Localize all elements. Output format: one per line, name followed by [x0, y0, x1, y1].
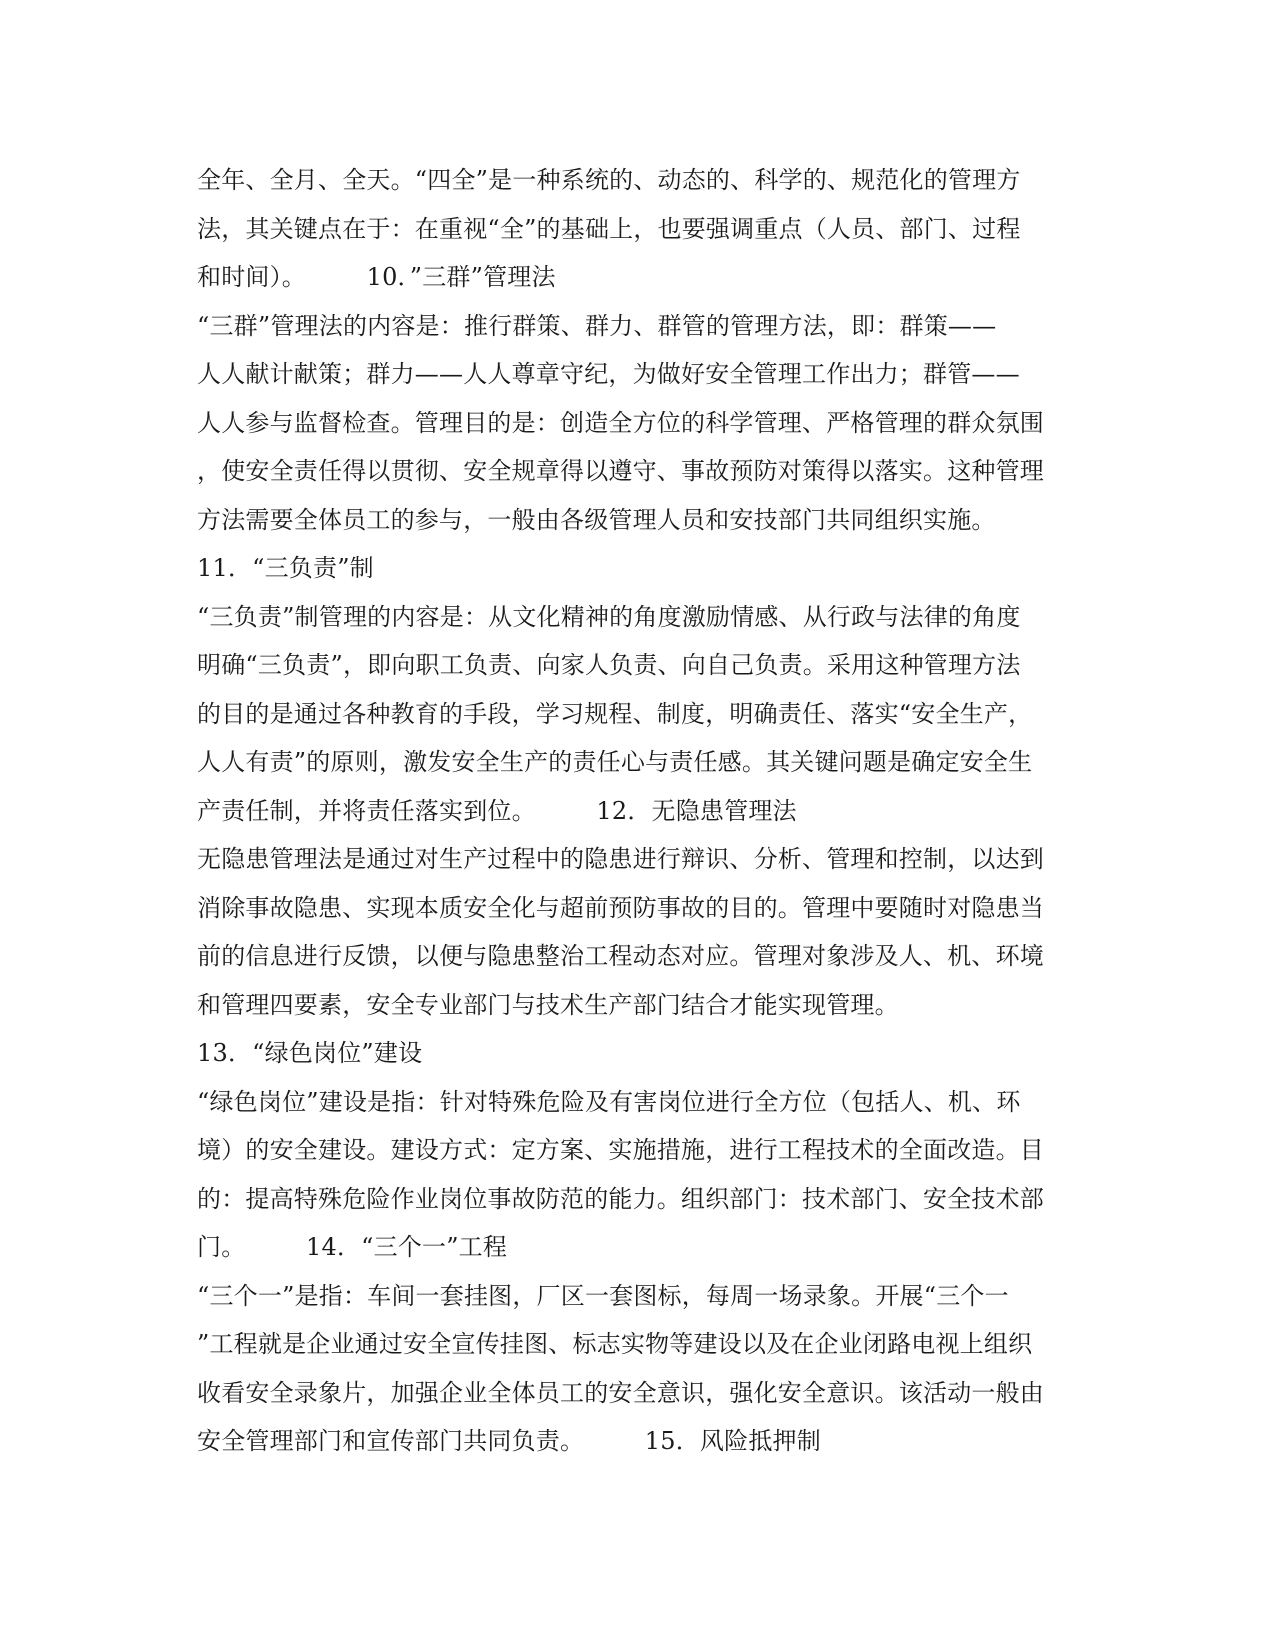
document-body	[197, 156, 1077, 1466]
text-line: “三群”管理法的内容是：推行群策、群力、群管的管理方法，即：群策——	[197, 311, 997, 340]
text-line: 前的信息进行反馈，以便与隐患整治工程动态对应。管理对象涉及人、机、环境	[197, 942, 1044, 970]
text-line: 安全管理部门和宣传部门共同负责。 15．风险抵押制	[197, 1427, 821, 1455]
text-line: 门。 14．“三个一”工程	[197, 1233, 508, 1261]
text-line: 和管理四要素，安全专业部门与技术生产部门结合才能实现管理。	[197, 990, 899, 1019]
text-line: 收看安全录象片，加强企业全体员工的安全意识，强化安全意识。该活动一般由	[197, 1378, 1044, 1407]
text-line: 人人献计献策；群力——人人尊章守纪，为做好安全管理工作出力；群管——	[197, 360, 1020, 388]
text-line: 消除事故隐患、实现本质安全化与超前预防事故的目的。管理中要随时对隐患当	[197, 893, 1044, 922]
section-heading: 11．“三负责”制	[197, 554, 374, 582]
text-line: ”工程就是企业通过安全宣传挂图、标志实物等建设以及在企业闭路电视上组织	[197, 1330, 1033, 1358]
text-line: 人人有责”的原则，激发安全生产的责任心与责任感。其关键问题是确定安全生	[197, 748, 1033, 776]
text-line: 的目的是通过各种教育的手段，学习规程、制度，明确责任、落实“安全生产，	[197, 699, 1033, 728]
text-line: 明确“三负责”，即向职工负责、向家人负责、向自己负责。采用这种管理方法	[197, 651, 1021, 679]
text-line: “三个一”是指：车间一套挂图，厂区一套图标，每周一场录象。开展“三个一	[197, 1281, 1009, 1310]
text-line: 方法需要全体员工的参与，一般由各级管理人员和安技部门共同组织实施。	[197, 505, 996, 534]
text-line: 人人参与监督检查。管理目的是：创造全方位的科学管理、严格管理的群众氛围	[197, 408, 1044, 437]
section-heading: 13．“绿色岗位”建设	[197, 1039, 423, 1067]
text-line: “三负责”制管理的内容是：从文化精神的角度激励情感、从行政与法律的角度	[197, 602, 1021, 631]
text-line: 境）的安全建设。建设方式：定方案、实施措施，进行工程技术的全面改造。目	[197, 1136, 1044, 1164]
text-line: 法，其关键点在于：在重视“全”的基础上，也要强调重点（人员、部门、过程	[197, 214, 1021, 243]
text-line: “绿色岗位”建设是指：针对特殊危险及有害岗位进行全方位（包括人、机、环	[197, 1087, 1021, 1116]
text-line: 全年、全月、全天。“四全”是一种系统的、动态的、科学的、规范化的管理方	[197, 166, 1021, 194]
text-line: 无隐患管理法是通过对生产过程中的隐患进行辩识、分析、管理和控制，以达到	[197, 845, 1044, 873]
text-line: 产责任制，并将责任落实到位。 12．无隐患管理法	[197, 796, 797, 825]
text-line: ，使安全责任得以贯彻、安全规章得以遵守、事故预防对策得以落实。这种管理	[197, 457, 1044, 485]
text-line: 的：提高特殊危险作业岗位事故防范的能力。组织部门：技术部门、安全技术部	[197, 1184, 1044, 1213]
text-line: 和时间）。 10．”三群”管理法	[197, 263, 556, 291]
